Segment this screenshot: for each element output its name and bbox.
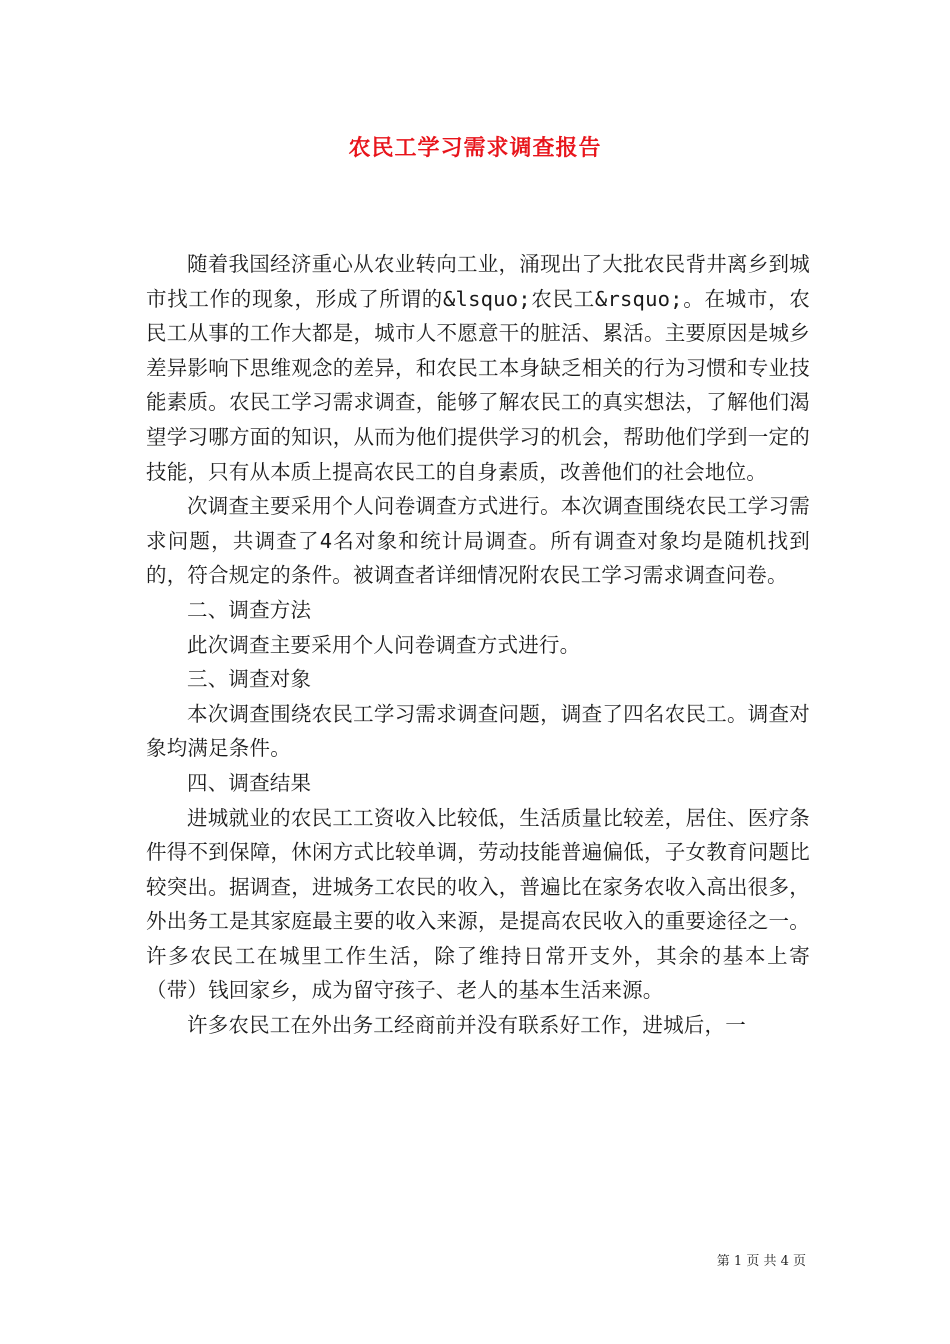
section-heading-method: 二、调查方法 [187, 597, 312, 622]
document-body [146, 247, 810, 1043]
paragraph-results: 进城就业的农民工工资收入比较低，生活质量比较差，居住、医疗条件得不到保障，休闲方式比较单调，劳动技能普遍偏低，子女教育问题比较突出。据调查，进城务工农民的收入，普遍比在家务农收入高出很多，外出务工是其家庭最主要的收入来源，是提高农民收入的重要途径之一。许多农民工在城里工作生活，除了维持日常开支外，其余的基本上寄（带）钱回家乡，成为留守孩子、老人的基本生活来源。 [146, 805, 810, 1003]
section-heading-subjects: 三、调查对象 [187, 667, 312, 692]
paragraph-continued: 许多农民工在外出务工经商前并没有联系好工作，进城后，一 [187, 1013, 746, 1038]
paragraph-method: 此次调查主要采用个人问卷调查方式进行。 [187, 632, 581, 657]
paragraph-subjects: 本次调查围绕农民工学习需求调查问题，调查了四名农民工。调查对象均满足条件。 [146, 701, 810, 761]
document-title: 农民工学习需求调查报告 [348, 135, 602, 161]
page-number-footer: 第 1 页 共 4 页 [716, 1254, 806, 1269]
section-heading-results: 四、调查结果 [187, 770, 312, 795]
paragraph-intro: 随着我国经济重心从农业转向工业，涌现出了大批农民背井离乡到城市找工作的现象，形成了所谓的&lsquo;农民工&rsquo;。在城市，农民工从事的工作大都是，城市人不愿意干的脏活、累活。主要原因是城乡差异影响下思维观念的差异，和农民工本身缺乏相关的行为习惯和专业技能素质。农民工学习需求调查，能够了解农民工的真实想法，了解他们渴望学习哪方面的知识，从而为他们提供学习的机会，帮助他们学到一定的技能，只有从本质上提高农民工的自身素质，改善他们的社会地位。 [146, 252, 810, 484]
paragraph-survey-overview: 次调查主要采用个人问卷调查方式进行。本次调查围绕农民工学习需求问题，共调查了4名对象和统计局调查。所有调查对象均是随机找到的，符合规定的条件。被调查者详细情况附农民工学习需求调查问卷。 [146, 494, 810, 588]
